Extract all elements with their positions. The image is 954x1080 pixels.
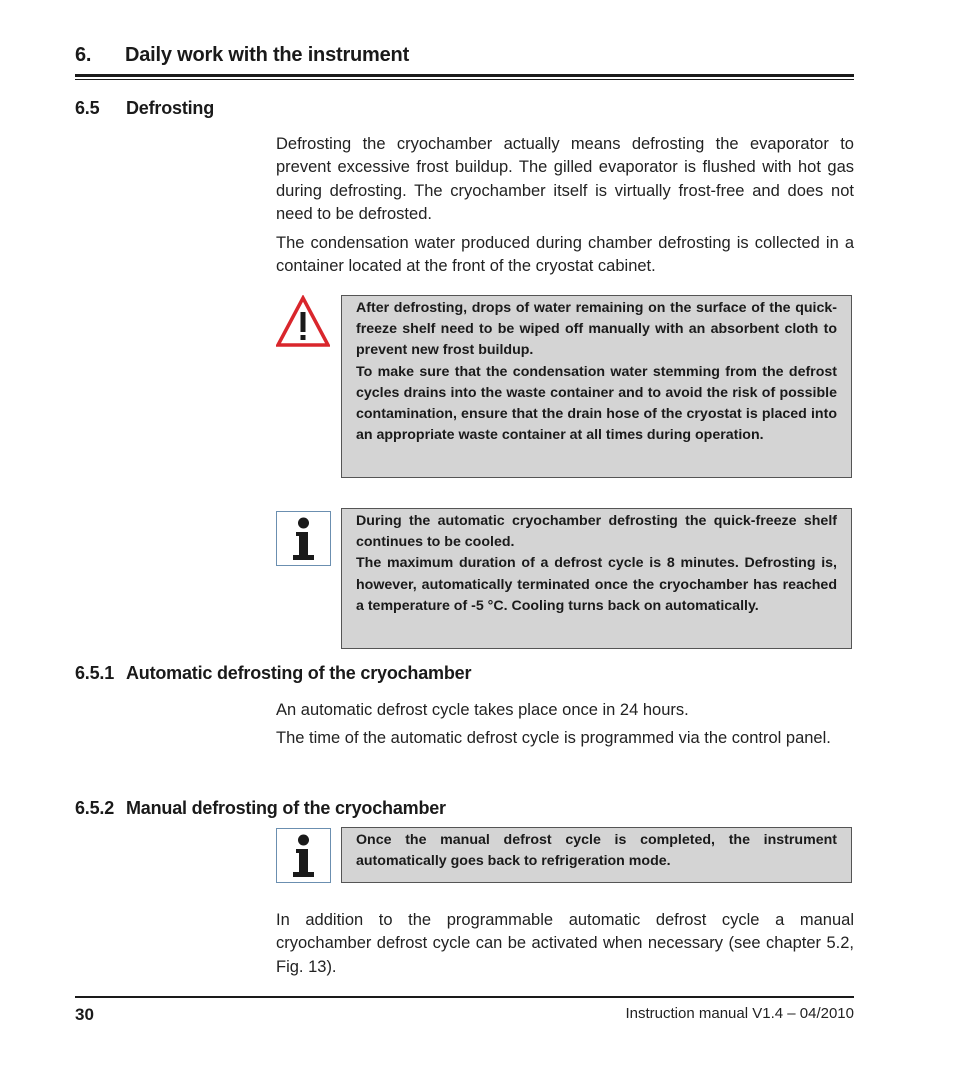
notice-text: During the automatic cryochamber defrosting the quick-freeze shelf continues to be cooled. [356,513,837,551]
warning-notice [341,295,852,478]
paragraph: The time of the automatic defrost cycle is programmed via the control panel. [276,729,831,748]
chapter-number: 6. [75,44,92,66]
info-notice [341,508,852,649]
info-glyph-icon [277,512,330,565]
paragraph: The condensation water produced during chamber defrosting is collected in a container located at the front of the cryostat cabinet. [276,233,854,276]
paragraph: Defrosting the cryochamber actually means defrosting the evaporator to prevent excessive frost buildup. The gilled evaporator is flushed with hot gas during defrosting. The cryochamber itself is virtually frost-free and does not need to be defrosted. [276,135,854,224]
section-heading-6-5-2 [75,798,446,819]
chapter-title [75,44,409,67]
section-title: Automatic defrosting of the cryochamber [126,663,472,683]
section-number: 6.5 [75,98,100,118]
chapter-title-text: Daily work with the instrument [125,44,410,66]
header-rule [75,74,854,77]
notice-text: The maximum duration of a defrost cycle is 8 minutes. Defrosting is, however, automatically terminated once the cryochamber has reached a temperature of -5 °C. Cooling turns back on automatically. [356,555,837,614]
notice-text: After defrosting, drops of water remaining on the surface of the quick-freeze shelf need to be wiped off manually with an absorbent cloth to prevent new frost buildup. [356,300,837,359]
section-number: 6.5.2 [75,798,115,818]
info-notice-manual [341,827,852,883]
notice-text: Once the manual defrost cycle is completed, the instrument automatically goes back to refrigeration mode. [356,832,837,870]
section-heading-6-5-1 [75,663,471,684]
paragraph: An automatic defrost cycle takes place once in 24 hours. [276,701,689,719]
document-version: Instruction manual V1.4 – 04/2010 [625,1005,854,1022]
section-number: 6.5.1 [75,663,115,683]
section-title: Manual defrosting of the cryochamber [126,798,446,818]
footer-rule [75,996,854,998]
section-title: Defrosting [126,98,215,118]
info-icon [276,828,331,883]
section-6-5-body [276,133,854,283]
section-6-5-2-body [276,909,854,984]
paragraph: In addition to the programmable automatic defrost cycle a manual cryochamber defrost cycle can be activated when necessary (see chapter 5.2, Fig. 13). [276,911,854,976]
warning-triangle-icon [276,295,330,347]
page-number: 30 [75,1005,94,1024]
info-glyph-icon [277,829,330,882]
section-heading-6-5 [75,98,214,119]
section-6-5-1-body [276,699,854,756]
header-rule-thin [75,79,854,80]
notice-text: To make sure that the condensation water stemming from the defrost cycles drains into the waste container and to avoid the risk of possible contamination, ensure that the drain hose of the cryostat is placed into an appropriate waste container at all times during operation. [356,363,837,444]
info-icon [276,511,331,566]
